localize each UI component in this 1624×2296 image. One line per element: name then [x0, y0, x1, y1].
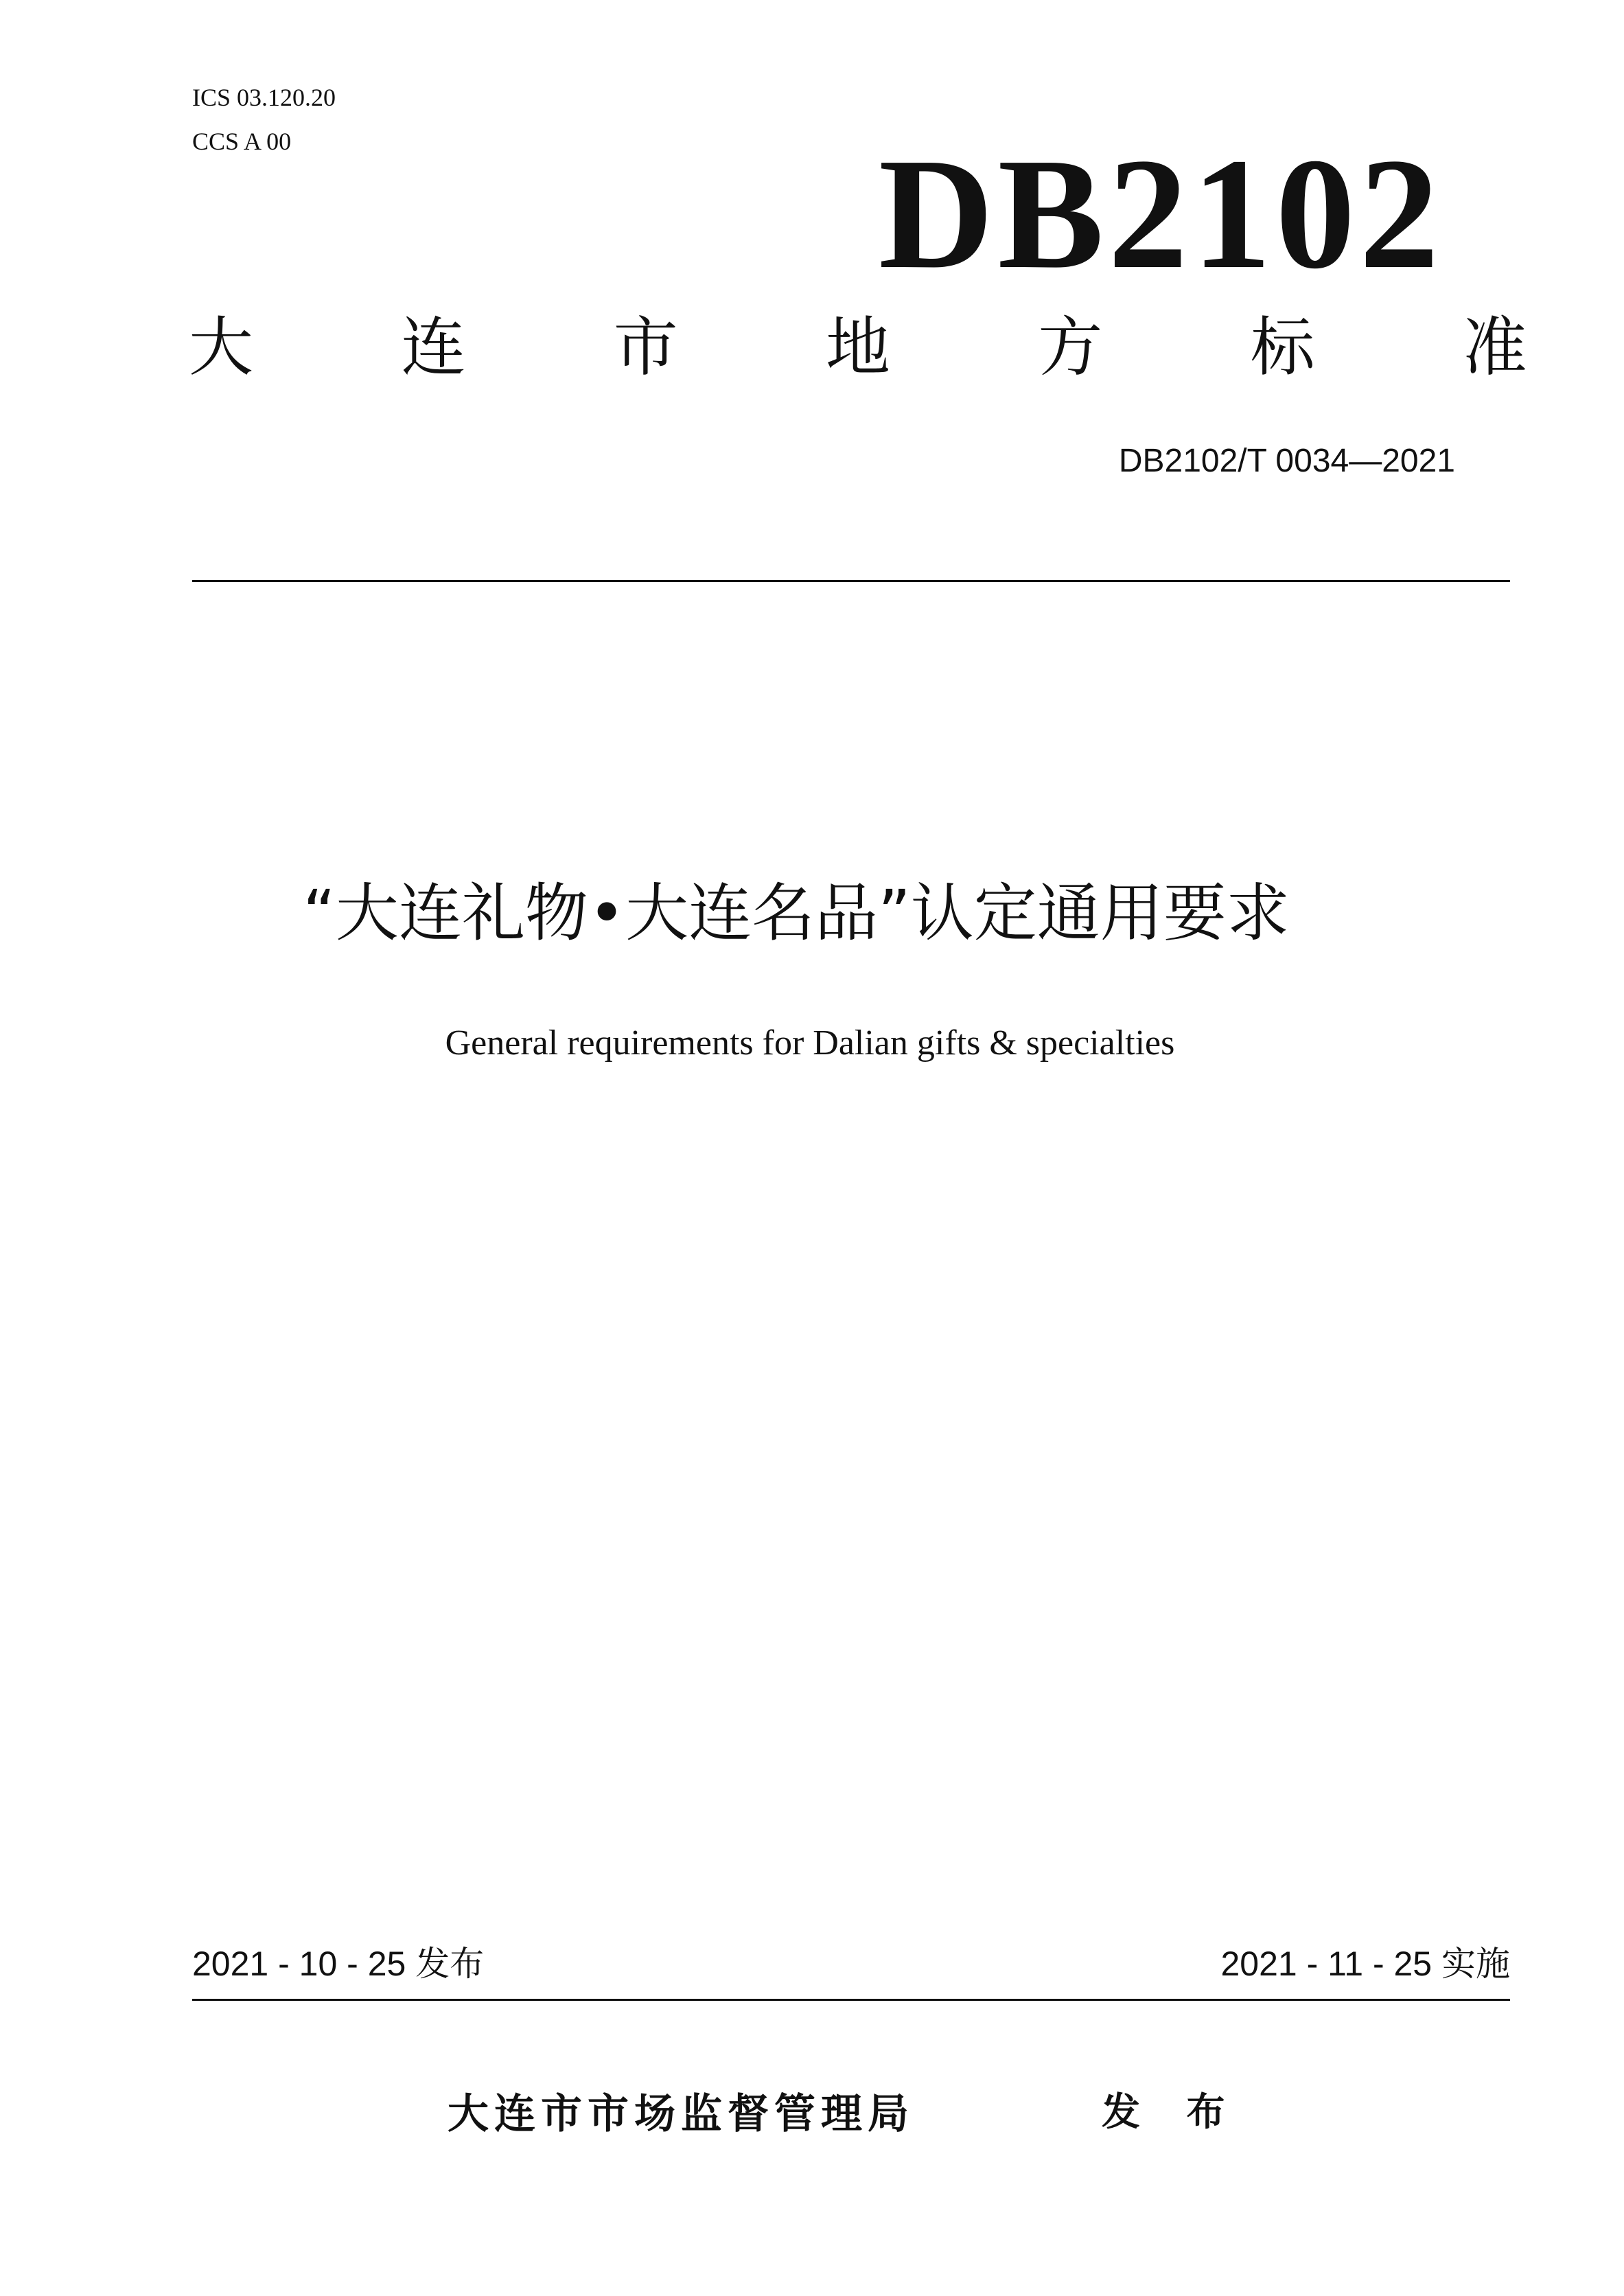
standard-type-heading [189, 310, 1527, 385]
standard-type-char: 标 [1250, 310, 1315, 385]
standard-type-char: 连 [401, 310, 466, 385]
standard-type-char: 准 [1462, 310, 1527, 385]
standard-type-char: 大 [189, 310, 254, 385]
issuing-authority: 大连市市场监督管理局 [448, 2090, 914, 2138]
standard-number: DB2102/T 0034—2021 [1118, 443, 1455, 479]
db-code-logo: DB2102 [879, 126, 1443, 302]
ccs-code: CCS A 00 [192, 128, 292, 155]
publish-date: 2021 - 10 - 25 发布 [192, 1945, 485, 1983]
ics-code: ICS 03.120.20 [192, 84, 336, 111]
implement-date: 2021 - 11 - 25 实施 [1220, 1945, 1510, 1983]
top-divider [192, 580, 1510, 582]
document-title-english: General requirements for Dalian gifts & specialties [445, 1023, 1175, 1063]
standard-type-char: 地 [825, 310, 890, 385]
issue-label: 发 布 [1102, 2090, 1242, 2135]
standard-type-char: 方 [1038, 310, 1103, 385]
document-title-chinese: “大连礼物•大连名品”认定通用要求 [303, 877, 1290, 950]
standard-type-char: 市 [613, 310, 678, 385]
bottom-divider [192, 1999, 1510, 2001]
